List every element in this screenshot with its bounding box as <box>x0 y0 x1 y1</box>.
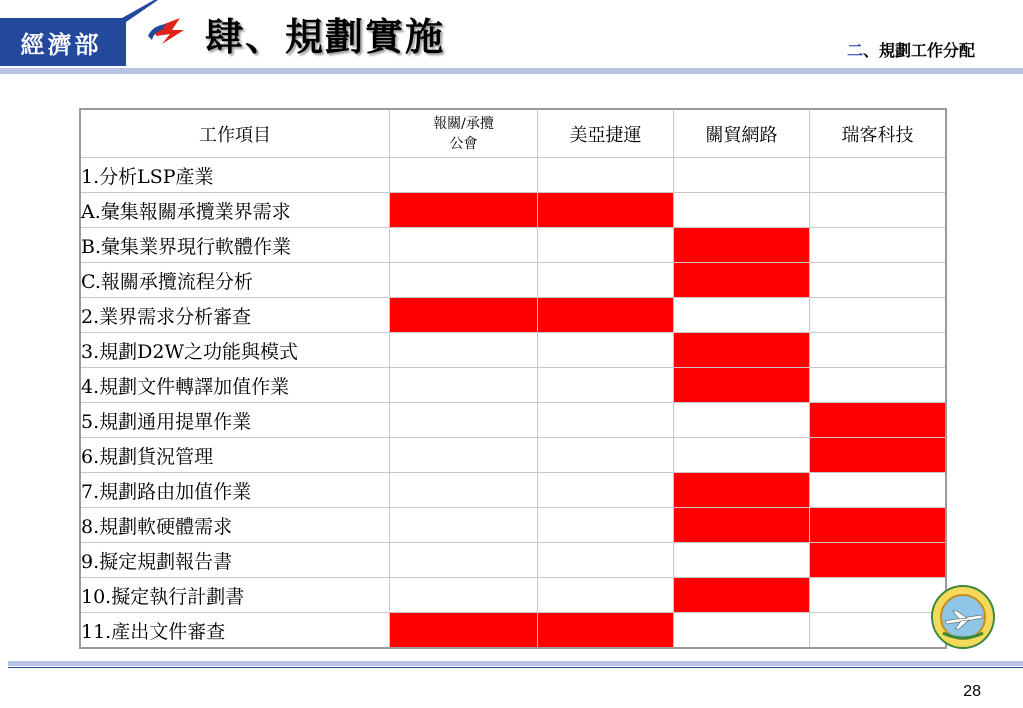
assignment-table <box>79 108 947 649</box>
table-row <box>80 228 946 263</box>
assignment-cell-empty <box>538 438 674 473</box>
ministry-logo-text: 經濟部 <box>20 30 102 59</box>
task-label: B.彙集業界現行軟體作業 <box>80 228 390 263</box>
assignment-cell-empty <box>538 158 674 193</box>
assignment-cell-empty <box>538 473 674 508</box>
assignment-cell-empty <box>390 368 538 403</box>
assignment-cell-marked <box>538 613 674 649</box>
task-label: 6.規劃貨況管理 <box>80 438 390 473</box>
table-row <box>80 578 946 613</box>
assignment-cell-empty <box>674 193 810 228</box>
assignment-cell-marked <box>674 578 810 613</box>
task-label: 3.規劃D2W之功能與模式 <box>80 333 390 368</box>
assignment-cell-empty <box>810 333 947 368</box>
assignment-cell-empty <box>674 543 810 578</box>
assignment-cell-empty <box>390 158 538 193</box>
section-subtitle <box>847 38 975 61</box>
column-header-customs-association <box>390 109 538 158</box>
assignment-cell-empty <box>538 333 674 368</box>
task-label: 7.規劃路由加值作業 <box>80 473 390 508</box>
assignment-cell-marked <box>810 508 947 543</box>
assignment-cell-empty <box>390 333 538 368</box>
task-label: 5.規劃通用提單作業 <box>80 403 390 438</box>
assignment-cell-empty <box>674 158 810 193</box>
column-header-line: 公會 <box>449 135 478 152</box>
table-row <box>80 158 946 193</box>
assignment-cell-empty <box>538 403 674 438</box>
assignment-cell-empty <box>810 228 947 263</box>
assignment-cell-marked <box>390 298 538 333</box>
assignment-cell-empty <box>538 578 674 613</box>
assignment-cell-empty <box>810 193 947 228</box>
table-row <box>80 368 946 403</box>
assignment-cell-marked <box>538 193 674 228</box>
task-label: 2.業界需求分析審查 <box>80 298 390 333</box>
footer-rule-thin <box>8 667 1023 668</box>
subtitle-number: 二 <box>846 41 863 60</box>
assignment-cell-empty <box>810 263 947 298</box>
column-header-tradevan: 關貿網路 <box>674 109 810 158</box>
assignment-cell-empty <box>390 438 538 473</box>
header-bar <box>0 0 1023 75</box>
task-label: 4.規劃文件轉譯加值作業 <box>80 368 390 403</box>
table-row <box>80 543 946 578</box>
page-number: 28 <box>963 683 981 700</box>
table-row <box>80 263 946 298</box>
footer-rule <box>8 661 1023 666</box>
assignment-cell-empty <box>810 158 947 193</box>
task-label: 1.分析LSP產業 <box>80 158 390 193</box>
table-row <box>80 193 946 228</box>
assignment-cell-empty <box>674 438 810 473</box>
assignment-cell-empty <box>674 613 810 649</box>
table-row <box>80 508 946 543</box>
table-row <box>80 298 946 333</box>
assignment-cell-marked <box>674 333 810 368</box>
assignment-cell-empty <box>674 403 810 438</box>
assignment-cell-empty <box>810 473 947 508</box>
assignment-cell-marked <box>810 543 947 578</box>
table-body <box>80 158 946 649</box>
assignment-cell-marked <box>390 613 538 649</box>
task-label: 10.擬定執行計劃書 <box>80 578 390 613</box>
table-row <box>80 473 946 508</box>
column-header-task: 工作項目 <box>80 109 390 158</box>
assignment-cell-marked <box>810 403 947 438</box>
table-header-row <box>80 109 946 158</box>
task-label: 8.規劃軟硬體需求 <box>80 508 390 543</box>
assignment-cell-empty <box>810 298 947 333</box>
task-label: 9.擬定規劃報告書 <box>80 543 390 578</box>
task-label: 11.產出文件審查 <box>80 613 390 649</box>
assignment-cell-empty <box>538 508 674 543</box>
assignment-cell-empty <box>390 473 538 508</box>
task-label: A.彙集報關承攬業界需求 <box>80 193 390 228</box>
assignment-cell-marked <box>674 508 810 543</box>
ministry-logo <box>0 18 122 66</box>
assignment-cell-empty <box>810 578 947 613</box>
assignment-cell-empty <box>390 543 538 578</box>
subtitle-text: 、規劃工作分配 <box>862 41 975 60</box>
assignment-cell-empty <box>810 368 947 403</box>
seal-emblem-icon <box>931 585 995 649</box>
column-header-ruike: 瑞客科技 <box>810 109 947 158</box>
assignment-cell-empty <box>390 228 538 263</box>
assignment-cell-empty <box>538 543 674 578</box>
assignment-cell-marked <box>674 228 810 263</box>
assignment-cell-empty <box>390 508 538 543</box>
assignment-cell-marked <box>674 368 810 403</box>
assignment-cell-marked <box>674 473 810 508</box>
column-header-line: 報關/承攬 <box>433 115 494 132</box>
assignment-cell-empty <box>810 613 947 649</box>
assignment-cell-empty <box>674 298 810 333</box>
header-rule <box>0 68 1023 74</box>
assignment-cell-marked <box>810 438 947 473</box>
page-title: 肆、規劃實施 <box>205 14 446 59</box>
assignment-cell-empty <box>538 228 674 263</box>
assignment-cell-marked <box>674 263 810 298</box>
assignment-cell-empty <box>390 578 538 613</box>
task-label: C.報關承攬流程分析 <box>80 263 390 298</box>
table-row <box>80 613 946 649</box>
table-row <box>80 333 946 368</box>
assignment-cell-marked <box>390 193 538 228</box>
assignment-cell-empty <box>538 263 674 298</box>
column-header-meiya: 美亞捷運 <box>538 109 674 158</box>
assignment-cell-empty <box>538 368 674 403</box>
assignment-cell-empty <box>390 263 538 298</box>
table-row <box>80 403 946 438</box>
assignment-cell-empty <box>390 403 538 438</box>
assignment-cell-marked <box>538 298 674 333</box>
table-row <box>80 438 946 473</box>
emblem-icon <box>122 0 202 66</box>
